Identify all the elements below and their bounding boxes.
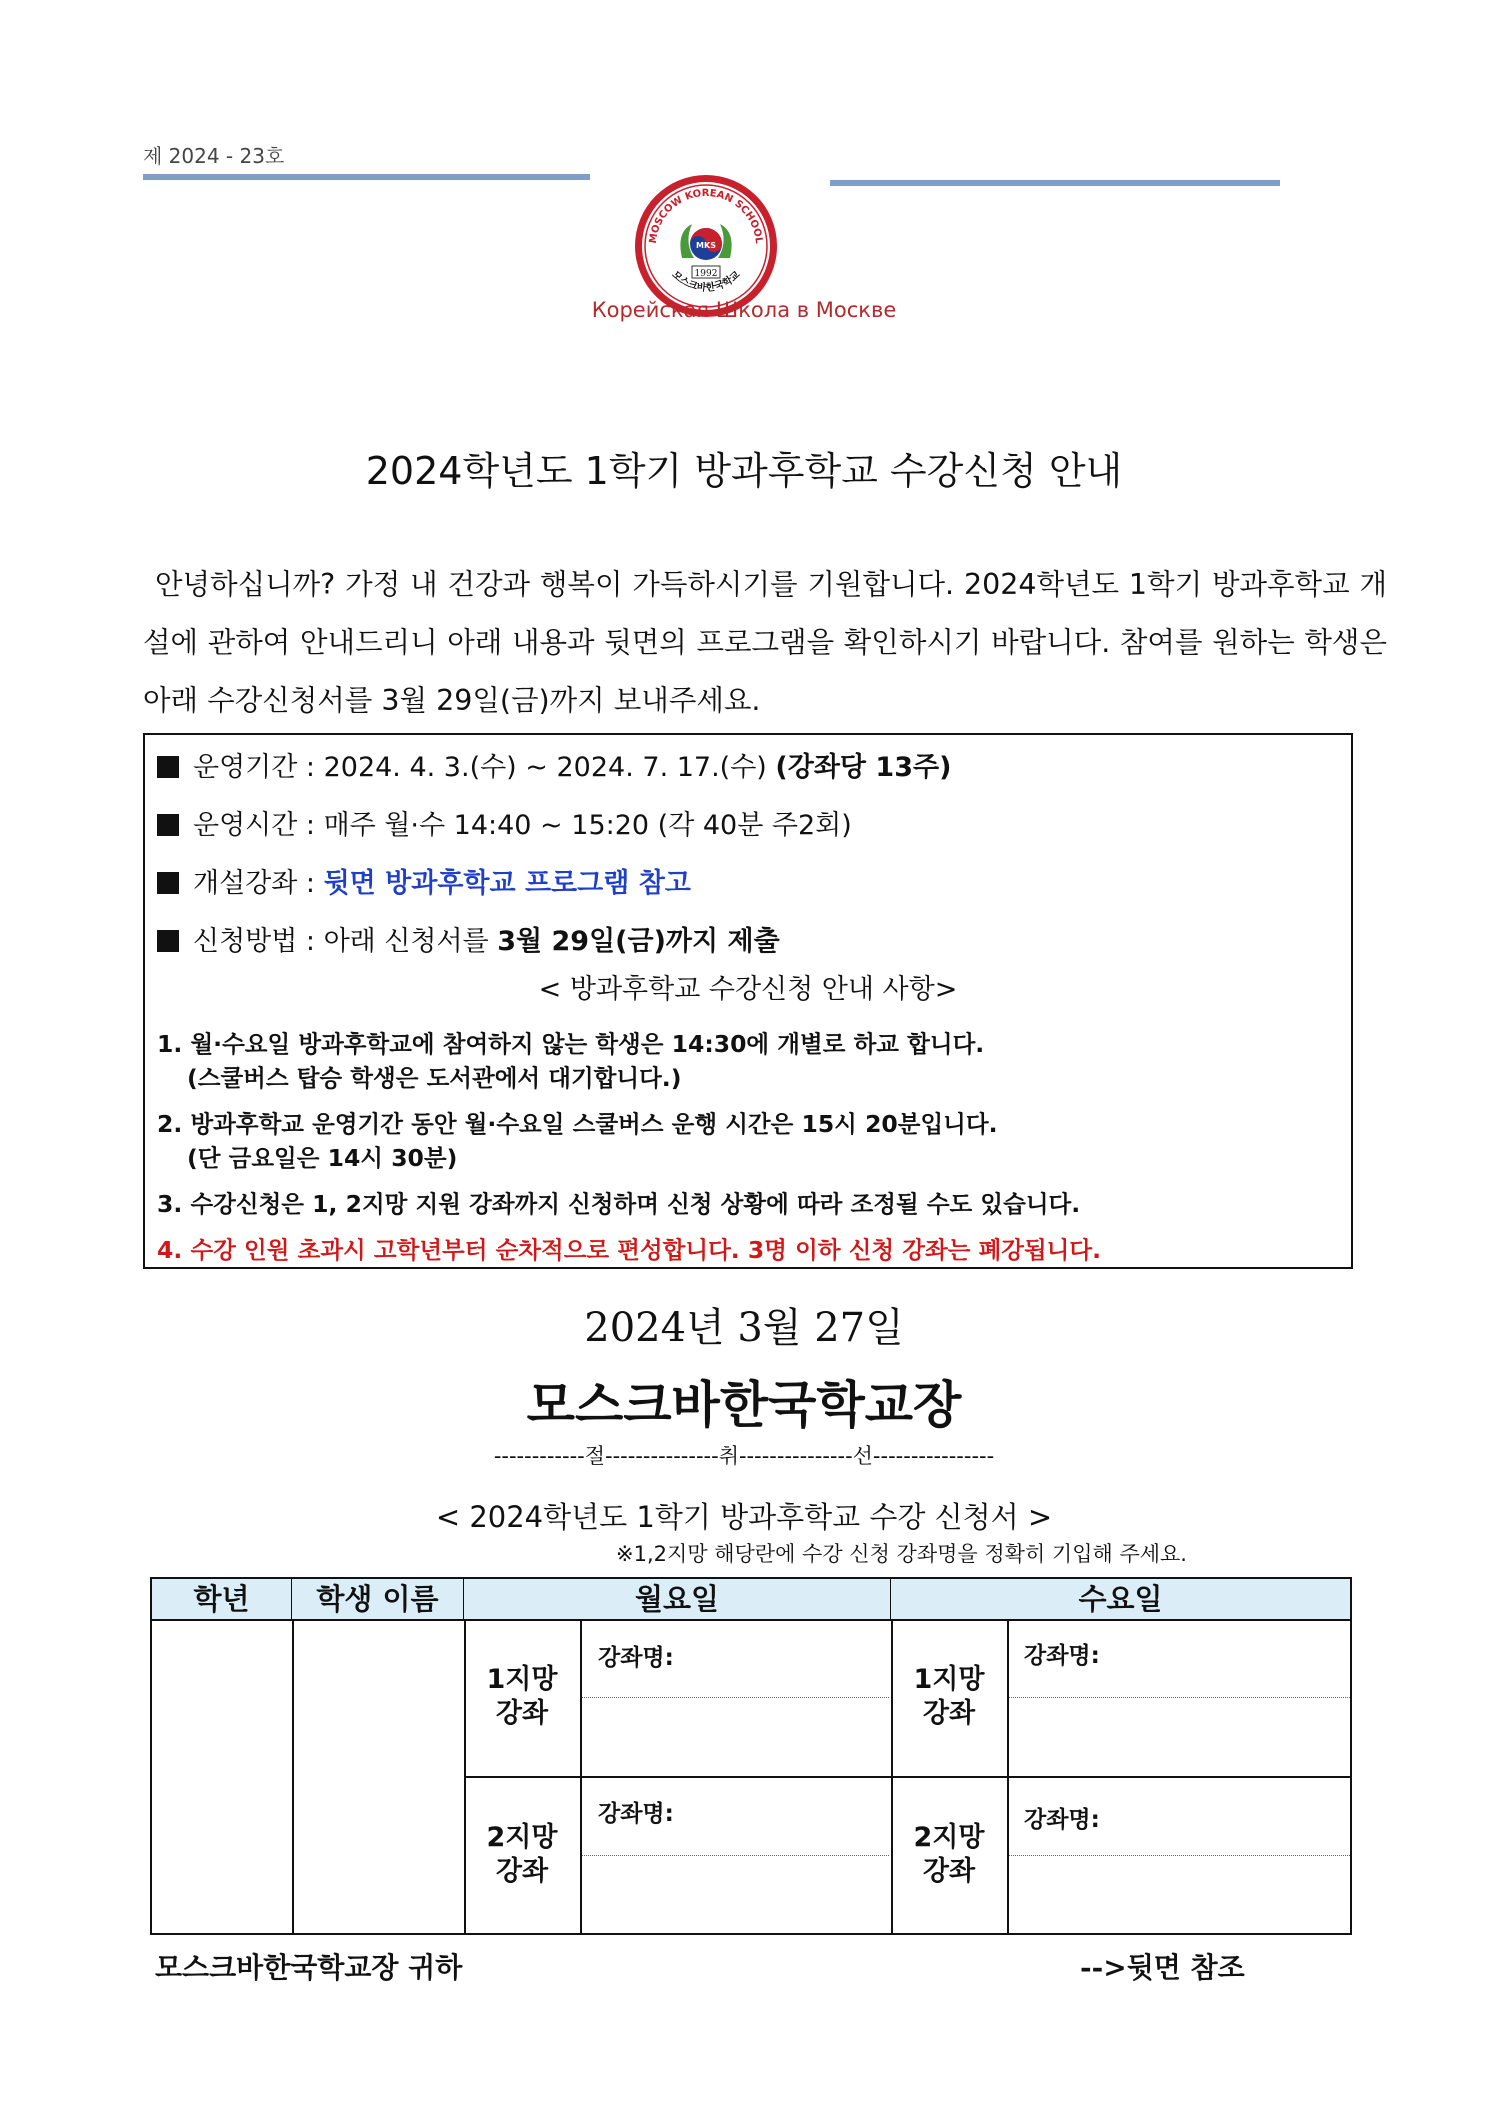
notice-item: 2. 방과후학교 운영기간 동안 월·수요일 스쿨버스 운행 시간은 15시 20분입니다. [157, 1110, 998, 1138]
notice-item: 1. 월·수요일 방과후학교에 참여하지 않는 학생은 14:30에 개별로 하교 합니다. [157, 1030, 985, 1058]
info-apply-value: 3월 29일(금)까지 제출 [497, 926, 780, 957]
choice-label-line: 강좌 [495, 1698, 549, 1729]
header-grade: 학년 [152, 1579, 292, 1619]
bullet-square-icon [157, 756, 179, 778]
wed-choice1-course-name[interactable]: 강좌명: [1024, 1643, 1100, 1669]
header-rule-left [143, 174, 590, 180]
school-name-russian: Корейская Школа в Москве [591, 298, 897, 322]
mon-choice1-label [464, 1663, 580, 1731]
dotted-line [1009, 1697, 1350, 1698]
notice-heading: < 방과후학교 수강신청 안내 사항> [538, 974, 958, 1005]
document-number: 제 2024 - 23호 [143, 144, 285, 168]
choice-label-line: 강좌 [922, 1856, 976, 1887]
issue-date: 2024년 3월 27일 [584, 1305, 904, 1351]
mon-choice2-label [464, 1821, 580, 1889]
header-student-name: 학생 이름 [292, 1579, 464, 1619]
dotted-line [582, 1697, 889, 1698]
bullet-square-icon [157, 930, 179, 952]
notice-item-warning: 4. 수강 인원 초과시 고학년부터 순차적으로 편성합니다. 3명 이하 신청 강좌는 폐강됩니다. [157, 1236, 1102, 1264]
logo-center-text: MKS [696, 241, 716, 250]
notice-item: 3. 수강신청은 1, 2지망 지원 강좌까지 신청하며 신청 상황에 따라 조정될 수도 있습니다. [157, 1190, 1081, 1218]
header-monday: 월요일 [464, 1579, 891, 1619]
footer-see-back: -->뒷면 참조 [1080, 1951, 1245, 1984]
info-time [157, 803, 852, 842]
info-time-label: 운영시간 : 매주 월·수 14:40 ~ 15:20 (각 40분 주2회) [193, 810, 852, 841]
dotted-line [582, 1855, 889, 1856]
footer-addressee: 모스크바한국학교장 귀하 [155, 1951, 463, 1984]
bullet-square-icon [157, 872, 179, 894]
grid-line [464, 1776, 1350, 1778]
mon-choice1-course-name[interactable]: 강좌명: [598, 1645, 674, 1671]
choice-label-line: 강좌 [495, 1856, 549, 1887]
info-period [157, 745, 951, 784]
logo-bottom-text: 모스크바한국학교 [669, 269, 743, 294]
form-note: ※1,2지망 해당란에 수강 신청 강좌명을 정확히 기입해 주세요. [616, 1542, 1187, 1566]
info-course [157, 861, 691, 900]
cut-line: ------------절---------------취---------------선---------------- [493, 1444, 995, 1468]
student-name-field[interactable] [294, 1621, 462, 1933]
info-apply-label: 신청방법 : 아래 신청서를 [193, 926, 498, 957]
wed-choice2-label [891, 1821, 1007, 1889]
choice-label-line: 2지망 [913, 1822, 985, 1853]
info-period-label: 운영기간 : 2024. 4. 3.(수) ~ 2024. 7. 17.(수) [193, 752, 767, 783]
dotted-line [1009, 1855, 1350, 1856]
choice-label-line: 강좌 [922, 1698, 976, 1729]
choice-label-line: 2지망 [486, 1822, 558, 1853]
info-box [143, 733, 1353, 1269]
choice-label-line: 1지망 [486, 1664, 558, 1695]
principal-signature: 모스크바한국학교장 [526, 1375, 962, 1434]
notice-item-sub: (스쿨버스 탑승 학생은 도서관에서 대기합니다.) [187, 1064, 682, 1092]
wed-choice2-course-name[interactable]: 강좌명: [1024, 1807, 1100, 1833]
wed-choice1-label [891, 1663, 1007, 1731]
header-rule-right [830, 180, 1280, 186]
choice-label-line: 1지망 [913, 1664, 985, 1695]
intro-paragraph [143, 556, 1387, 730]
mon-choice2-course-name[interactable]: 강좌명: [598, 1801, 674, 1827]
intro-text: 안녕하십니까? 가정 내 건강과 행복이 가득하시기를 기원합니다. 2024학년도 1학기 방과후학교 개설에 관하여 안내드리니 아래 내용과 뒷면의 프로그램을 확인하시기 바랍니다. 참여를 원하는 학생은 아래 수강신청서를 3월 29일(금)까지 보내주세요. [143, 568, 1387, 717]
form-title: < 2024학년도 1학기 방과후학교 수강 신청서 > [435, 1500, 1053, 1534]
info-course-label: 개설강좌 : [193, 868, 324, 899]
bullet-square-icon [157, 814, 179, 836]
notice-item-sub: (단 금요일은 14시 30분) [187, 1144, 458, 1172]
application-form-table [150, 1577, 1352, 1935]
info-period-extra: (강좌당 13주) [775, 752, 952, 783]
logo-year: 1992 [694, 269, 718, 279]
logo-ring-text: MOSCOW KOREAN SCHOOL [647, 187, 765, 245]
info-apply [157, 919, 780, 958]
page-title: 2024학년도 1학기 방과후학교 수강신청 안내 [365, 449, 1123, 493]
header-wednesday: 수요일 [891, 1579, 1350, 1619]
grade-field[interactable] [154, 1621, 290, 1933]
info-course-value: 뒷면 방과후학교 프로그램 참고 [323, 868, 691, 899]
